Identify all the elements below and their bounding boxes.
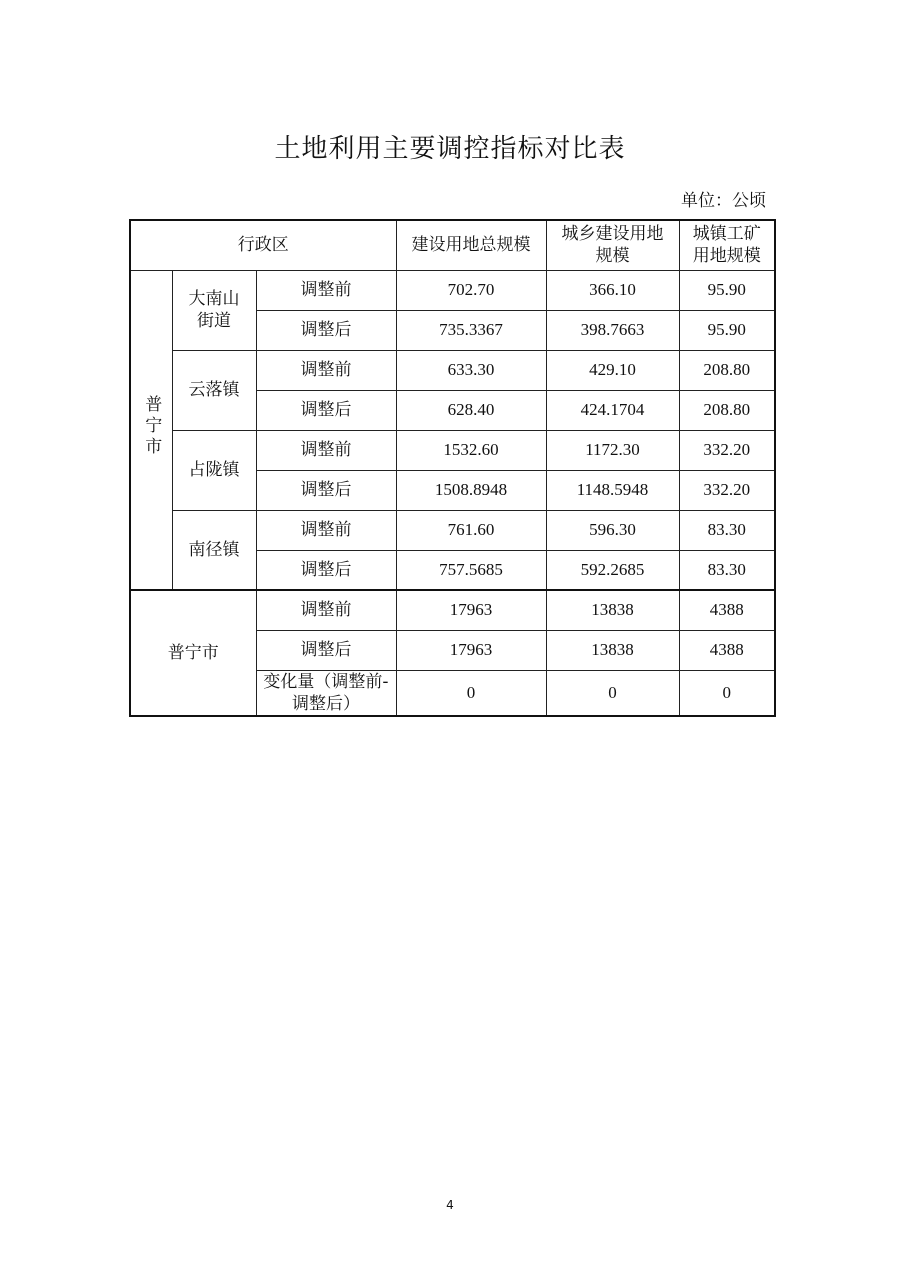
row-label: 调整后	[256, 470, 396, 510]
value-cell: 17963	[396, 630, 546, 670]
row-label: 调整前	[256, 270, 396, 310]
city-cell	[130, 270, 172, 590]
value-cell: 332.20	[679, 470, 775, 510]
value-cell: 208.80	[679, 390, 775, 430]
town-name: 占陇镇	[172, 430, 256, 510]
value-cell: 4388	[679, 590, 775, 630]
value-cell: 1148.5948	[546, 470, 679, 510]
row-label: 调整前	[256, 350, 396, 390]
value-cell: 4388	[679, 630, 775, 670]
value-cell: 13838	[546, 590, 679, 630]
value-cell: 0	[396, 670, 546, 716]
town-name: 大南山街道	[172, 270, 256, 350]
value-cell: 424.1704	[546, 390, 679, 430]
row-label: 调整后	[256, 550, 396, 590]
value-cell: 0	[546, 670, 679, 716]
value-cell: 735.3367	[396, 310, 546, 350]
value-cell: 757.5685	[396, 550, 546, 590]
value-cell: 17963	[396, 590, 546, 630]
header-region: 行政区	[130, 220, 396, 270]
header-urban-rural-construction-land: 城乡建设用地规模	[546, 220, 679, 270]
table-row	[130, 510, 775, 550]
value-cell: 429.10	[546, 350, 679, 390]
value-cell: 95.90	[679, 310, 775, 350]
value-cell: 83.30	[679, 550, 775, 590]
table-row	[130, 430, 775, 470]
value-cell: 592.2685	[546, 550, 679, 590]
value-cell: 208.80	[679, 350, 775, 390]
row-label: 调整前	[256, 590, 396, 630]
row-label: 调整后	[256, 390, 396, 430]
table-row	[130, 270, 775, 310]
row-label: 调整前	[256, 510, 396, 550]
value-cell: 398.7663	[546, 310, 679, 350]
header-total-construction-land: 建设用地总规模	[396, 220, 546, 270]
town-name: 云落镇	[172, 350, 256, 430]
value-cell: 0	[679, 670, 775, 716]
town-name: 南径镇	[172, 510, 256, 590]
city-name: 普宁市	[141, 395, 162, 459]
table-row	[130, 350, 775, 390]
value-cell: 633.30	[396, 350, 546, 390]
table-row	[130, 590, 775, 630]
header-row	[130, 220, 775, 270]
document-title: 土地利用主要调控指标对比表	[274, 134, 626, 164]
row-label: 调整后	[256, 630, 396, 670]
value-cell: 1508.8948	[396, 470, 546, 510]
row-label: 变化量（调整前-调整后）	[256, 670, 396, 716]
value-cell: 95.90	[679, 270, 775, 310]
value-cell: 366.10	[546, 270, 679, 310]
value-cell: 1532.60	[396, 430, 546, 470]
row-label: 调整后	[256, 310, 396, 350]
value-cell: 83.30	[679, 510, 775, 550]
value-cell: 596.30	[546, 510, 679, 550]
value-cell: 13838	[546, 630, 679, 670]
header-urban-industrial-land: 城镇工矿用地规模	[679, 220, 775, 270]
value-cell: 761.60	[396, 510, 546, 550]
summary-city-name: 普宁市	[130, 590, 256, 716]
value-cell: 628.40	[396, 390, 546, 430]
value-cell: 702.70	[396, 270, 546, 310]
value-cell: 1172.30	[546, 430, 679, 470]
value-cell: 332.20	[679, 430, 775, 470]
indicator-comparison-table	[129, 219, 776, 717]
row-label: 调整前	[256, 430, 396, 470]
page-number: 4	[446, 1198, 454, 1212]
unit-label: 单位：公顷	[681, 191, 766, 211]
